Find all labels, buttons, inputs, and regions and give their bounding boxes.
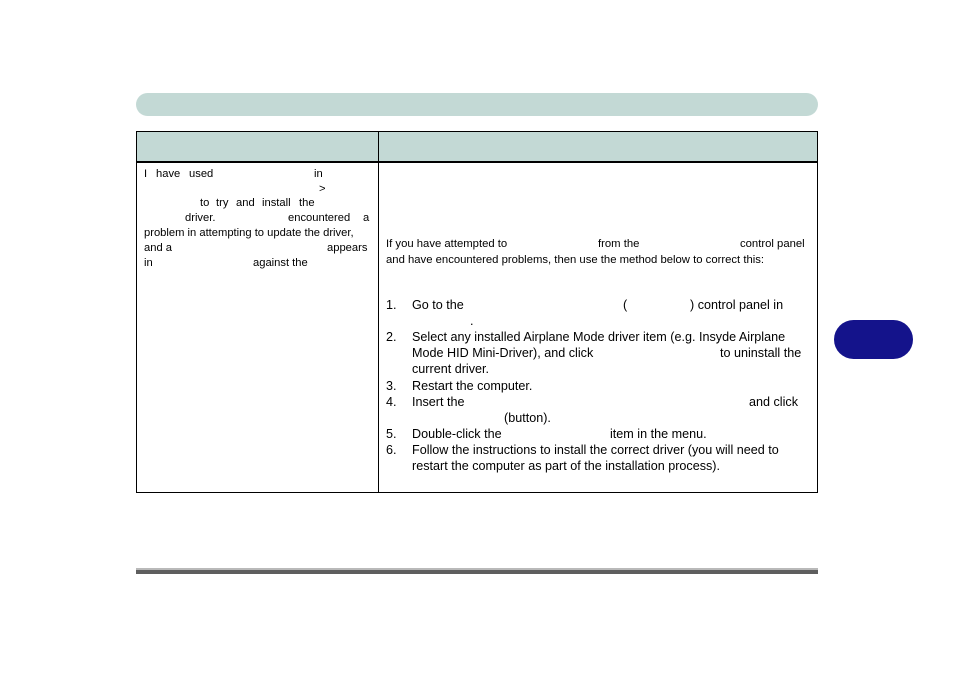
intro-text: from the bbox=[598, 238, 640, 250]
step-text: and click bbox=[749, 395, 798, 409]
step-text: Double-click the bbox=[412, 427, 502, 441]
step-text: ( bbox=[623, 298, 628, 312]
footer-rule bbox=[136, 568, 818, 574]
step-number: 5. bbox=[386, 427, 397, 441]
step-number: 6. bbox=[386, 443, 397, 457]
chapter-tab[interactable] bbox=[834, 320, 913, 359]
step-text: Mode HID Mini-Driver), and click bbox=[412, 346, 594, 360]
intro-text: If you have attempted to bbox=[386, 238, 508, 250]
step-text: item in the menu. bbox=[610, 427, 707, 441]
problem-word: encountered bbox=[288, 212, 351, 224]
step-text: Insert the bbox=[412, 395, 465, 409]
step-text: Select any installed Airplane Mode driver item (e.g. Insyde Airplane bbox=[412, 330, 786, 344]
problem-word: try bbox=[216, 197, 229, 209]
problem-word: driver. bbox=[185, 212, 216, 224]
step-number: 3. bbox=[386, 379, 397, 393]
problem-word: against the bbox=[253, 257, 308, 269]
problem-word: used bbox=[189, 168, 214, 180]
step-text: restart the computer as part of the installation process). bbox=[412, 459, 720, 473]
header-bar bbox=[136, 93, 818, 116]
step-text: to uninstall the bbox=[720, 346, 802, 360]
step-text: current driver. bbox=[412, 362, 489, 376]
problem-line: problem in attempting to update the driver, bbox=[144, 227, 354, 239]
step-text: Go to the bbox=[412, 298, 464, 312]
problem-word: I bbox=[144, 168, 148, 180]
problem-word: a bbox=[363, 212, 370, 224]
step-text: ) control panel in bbox=[690, 298, 784, 312]
intro-text: control panel bbox=[740, 238, 805, 250]
step-text: Restart the computer. bbox=[412, 379, 533, 393]
problem-word: have bbox=[156, 168, 181, 180]
problem-word: in bbox=[314, 168, 323, 180]
problem-word: and a bbox=[144, 242, 172, 254]
step-number: 1. bbox=[386, 298, 397, 312]
problem-word: in bbox=[144, 257, 153, 269]
step-text: (button). bbox=[504, 411, 551, 425]
problem-word: install bbox=[262, 197, 291, 209]
table-header-row bbox=[137, 132, 817, 163]
problem-word: the bbox=[299, 197, 315, 209]
problem-word: appears bbox=[327, 242, 368, 254]
problem-word: to bbox=[200, 197, 210, 209]
column-divider bbox=[378, 132, 379, 492]
step-number: 2. bbox=[386, 330, 397, 344]
problem-word: > bbox=[319, 183, 326, 195]
intro-text: and have encountered problems, then use the method below to correct this: bbox=[386, 254, 765, 266]
step-text: . bbox=[470, 314, 474, 328]
step-text: Follow the instructions to install the correct driver (you will need to bbox=[412, 443, 779, 457]
problem-word: and bbox=[236, 197, 255, 209]
step-number: 4. bbox=[386, 395, 397, 409]
